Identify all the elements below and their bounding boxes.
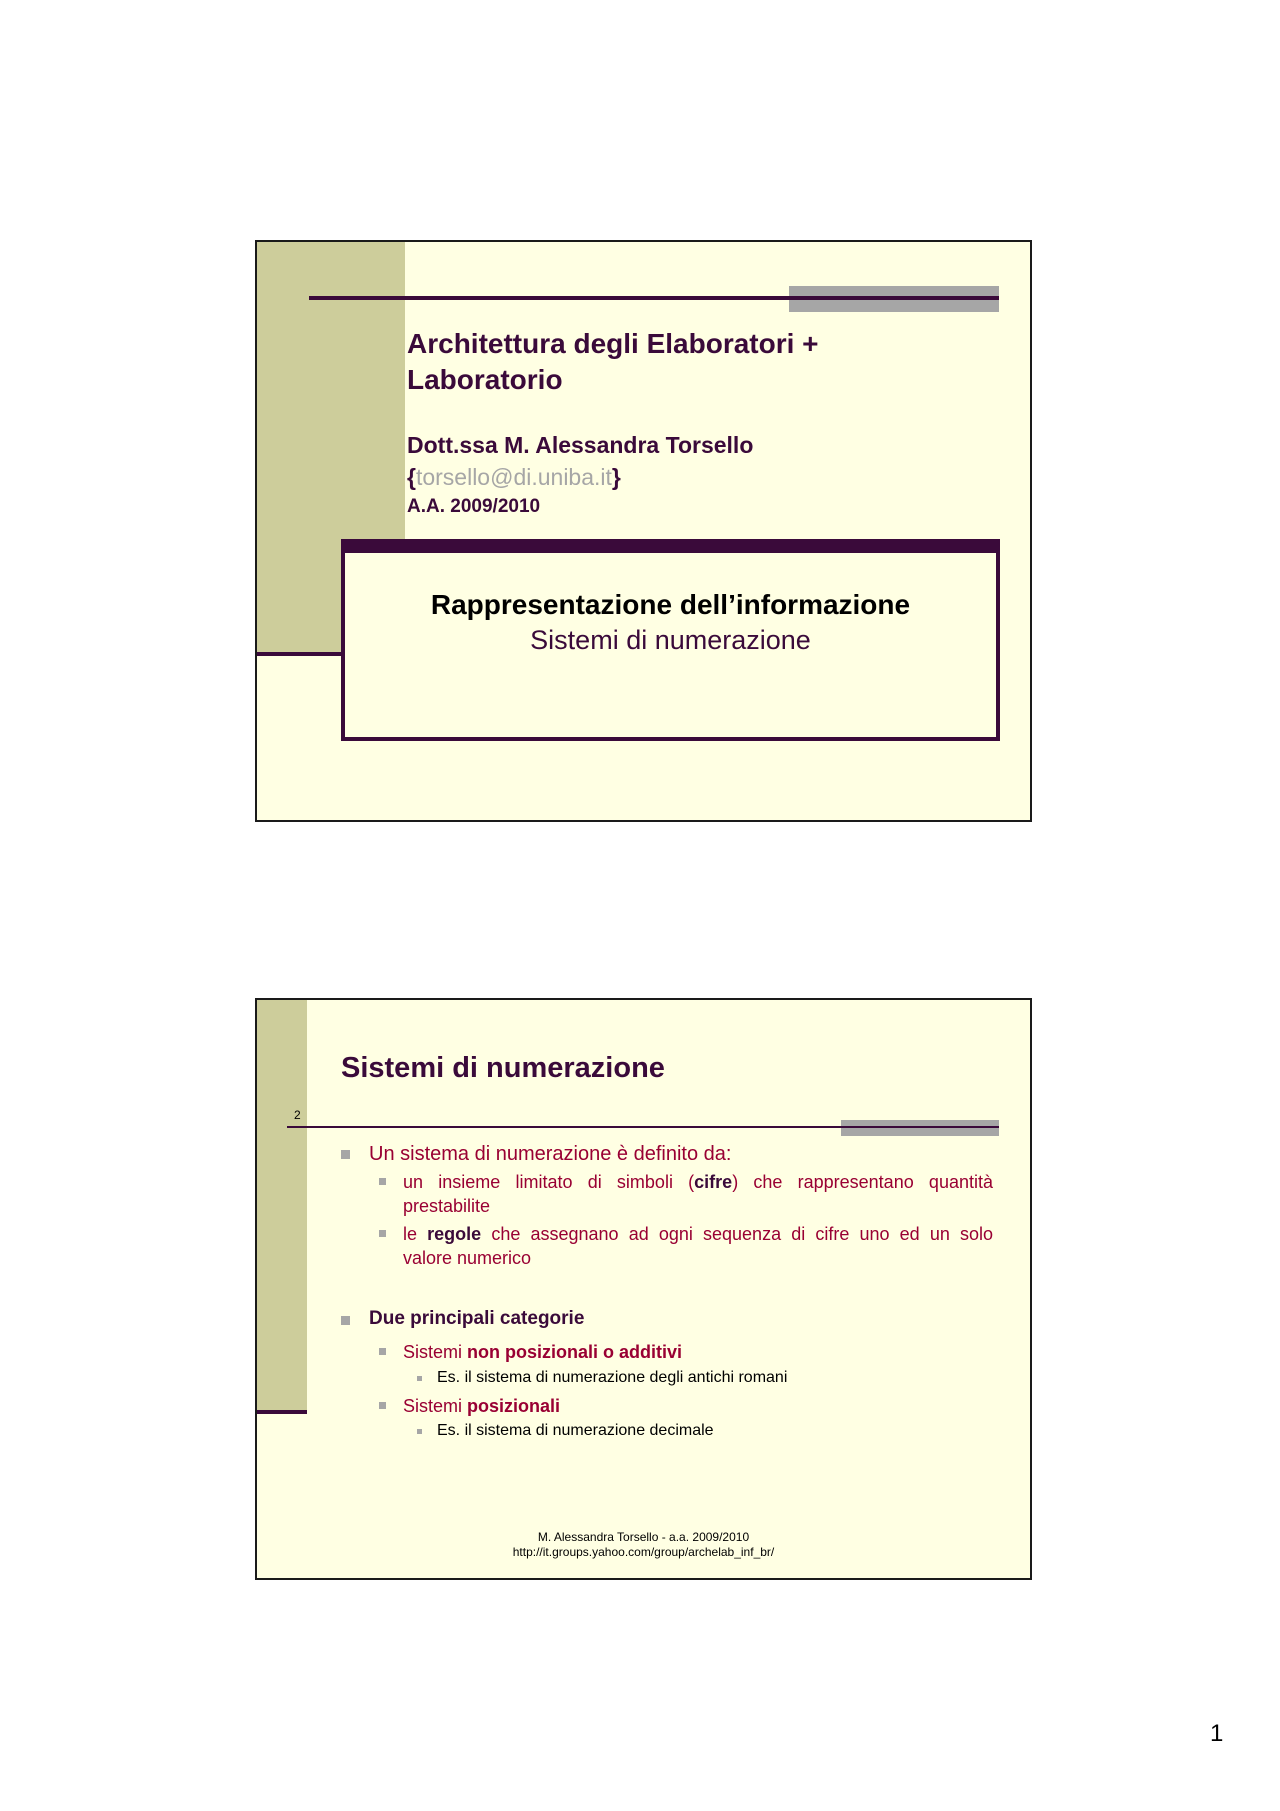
square-bullet-icon <box>341 1316 350 1325</box>
footer-url[interactable]: http://it.groups.yahoo.com/group/archelab_inf_br/ <box>512 1545 775 1559</box>
sidebar-decoration <box>257 1000 307 1412</box>
sidebar-line <box>257 1410 307 1414</box>
top-rule-overlay <box>789 296 999 300</box>
topic-subtitle: Sistemi di numerazione <box>530 625 811 655</box>
text-part: ) che rappresentano quantità <box>732 1172 993 1192</box>
square-bullet-icon <box>379 1348 386 1355</box>
brace-open: { <box>407 464 416 490</box>
slide-title: Sistemi di numerazione <box>341 1052 665 1084</box>
square-bullet-icon <box>417 1429 422 1434</box>
keyword-regole: regole <box>427 1224 482 1244</box>
sub-bullet-symbols-cont: prestabilite <box>403 1196 491 1216</box>
course-title: Architettura degli Elaboratori + Laboratorio <box>407 328 819 395</box>
slide-number: 2 <box>294 1108 301 1122</box>
sidebar-line <box>257 652 342 656</box>
academic-year: A.A. 2009/2010 <box>407 496 541 517</box>
text-part: Sistemi <box>403 1342 468 1362</box>
brace-close: } <box>611 464 621 490</box>
keyword-cifre: cifre <box>694 1172 733 1192</box>
page-number: 1 <box>1210 1720 1224 1747</box>
title-rule-overlay <box>841 1126 999 1128</box>
email-link[interactable]: torsello@di.uniba.it <box>415 464 612 490</box>
text-part: un insieme limitato di simboli ( <box>403 1172 695 1192</box>
sub-bullet-rules <box>403 1222 993 1246</box>
keyword-non-posizionali: non posizionali o additivi <box>467 1342 683 1362</box>
keyword-posizionali: posizionali <box>467 1396 561 1416</box>
category-positional <box>403 1394 560 1418</box>
author-email <box>407 464 621 491</box>
square-bullet-icon <box>379 1178 386 1185</box>
text-part: le <box>403 1224 428 1244</box>
slide-footer <box>257 1530 1030 1560</box>
example-roman: Es. il sistema di numerazione degli antichi romani <box>437 1369 788 1386</box>
footer-author: M. Alessandra Torsello - a.a. 2009/2010 <box>537 1530 750 1544</box>
square-bullet-icon <box>341 1150 350 1159</box>
category-non-positional <box>403 1340 682 1364</box>
sub-bullet-rules-cont: valore numerico <box>403 1248 532 1268</box>
square-bullet-icon <box>379 1230 386 1237</box>
gray-accent-bar <box>841 1120 999 1136</box>
bullet-definition: Un sistema di numerazione è definito da: <box>369 1143 732 1165</box>
text-part: Sistemi <box>403 1396 468 1416</box>
author-name: Dott.ssa M. Alessandra Torsello <box>407 432 754 458</box>
topic-box <box>341 553 1000 741</box>
sub-bullet-symbols <box>403 1170 993 1194</box>
topic-title: Rappresentazione dell’informazione <box>430 589 911 620</box>
text-part: che assegnano ad ogni sequenza di cifre uno ed un solo <box>481 1224 993 1244</box>
slide-2 <box>255 998 1032 1580</box>
bullet-categories: Due principali categorie <box>369 1308 585 1329</box>
slide-1 <box>255 240 1032 822</box>
square-bullet-icon <box>417 1376 422 1381</box>
square-bullet-icon <box>379 1402 386 1409</box>
example-decimal: Es. il sistema di numerazione decimale <box>437 1422 714 1439</box>
